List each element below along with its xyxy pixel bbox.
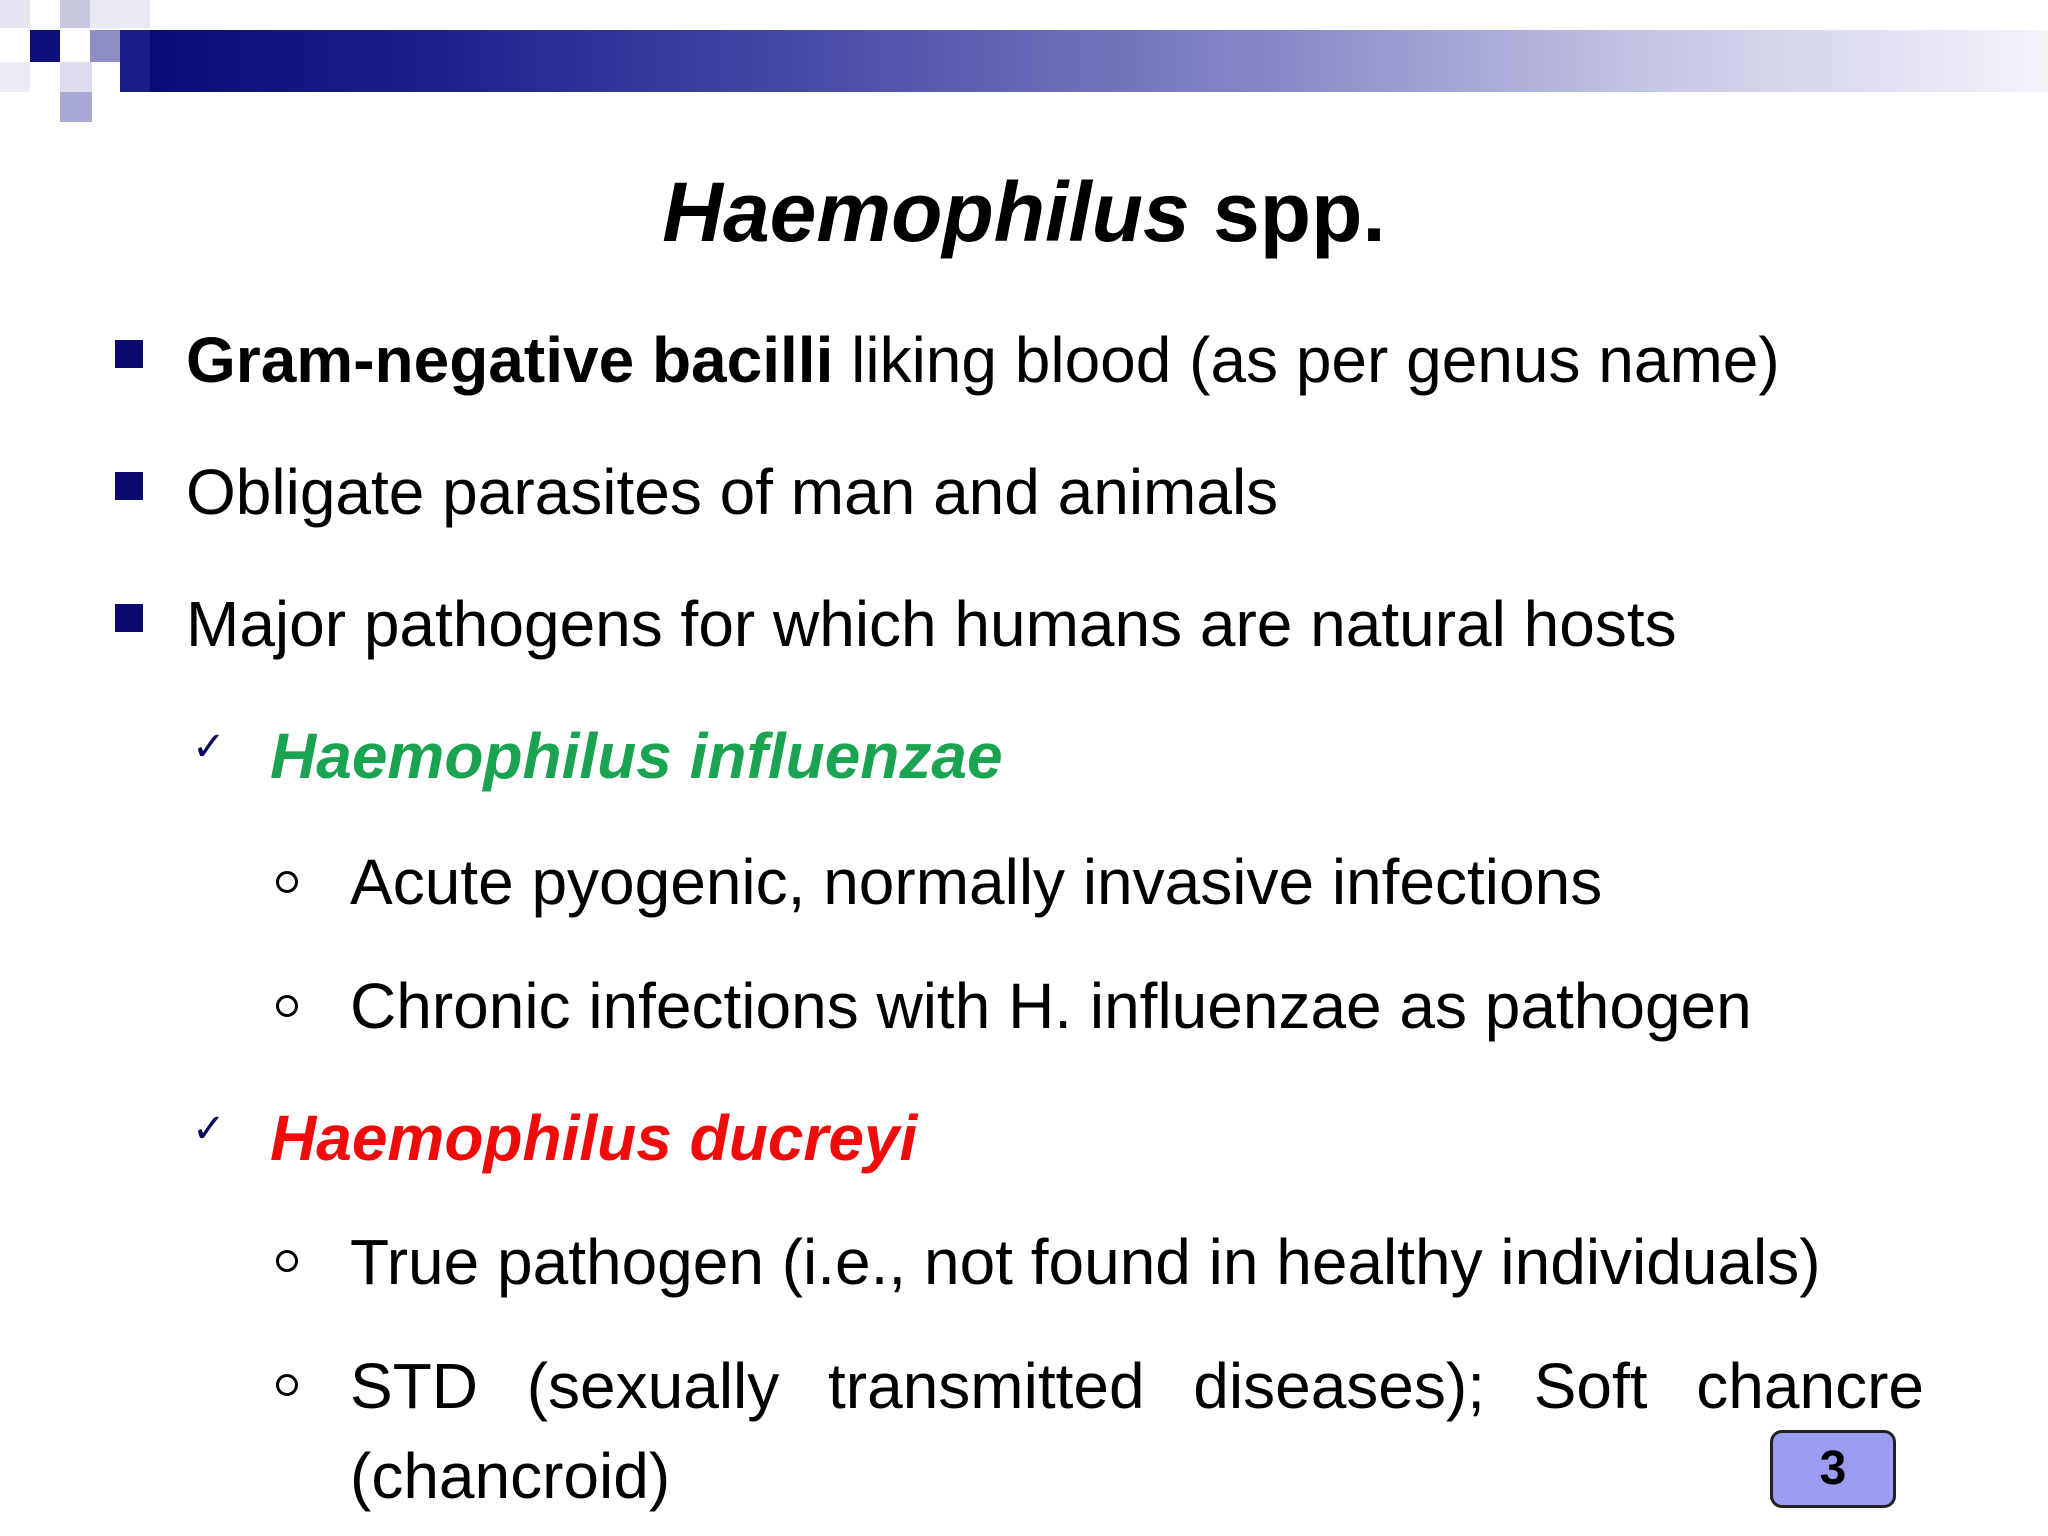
header-decor-square — [0, 62, 30, 92]
circle-bullet-icon — [276, 871, 298, 893]
circle-bullet-icon — [276, 1374, 298, 1396]
square-bullet-icon — [115, 340, 143, 368]
header-decor-square — [60, 62, 92, 92]
species-influenzae: Haemophilus influenzae — [270, 720, 1003, 792]
influenzae-point-chronic: Chronic infections with H. influenzae as pathogen — [350, 970, 1752, 1042]
std-word: STD — [350, 1350, 478, 1422]
header-decor-square — [30, 30, 60, 62]
slide-title-genus: Haemophilus — [662, 165, 1190, 259]
checkmark-icon: ✓ — [192, 1106, 226, 1152]
header-decor-square — [60, 92, 92, 122]
bullet-text: liking blood (as per genus name) — [833, 324, 1780, 396]
std-word: (sexually — [526, 1350, 780, 1422]
ducreyi-point-true-pathogen: True pathogen (i.e., not found in healthy individuals) — [350, 1226, 1821, 1298]
square-bullet-icon — [115, 472, 143, 500]
slide-title — [0, 162, 2048, 262]
page-number-badge: 3 — [1770, 1430, 1896, 1508]
influenzae-point-acute: Acute pyogenic, normally invasive infections — [350, 846, 1603, 918]
slide-title-suffix: spp. — [1189, 165, 1386, 259]
ducreyi-point-std — [350, 1348, 1924, 1424]
header-gradient-bar — [150, 30, 2048, 92]
square-bullet-icon — [115, 604, 143, 632]
bullet-gram-negative — [186, 322, 1780, 398]
std-word: Soft — [1533, 1350, 1648, 1422]
std-word: transmitted — [828, 1350, 1145, 1422]
header-decor-square — [0, 0, 30, 28]
species-ducreyi: Haemophilus ducreyi — [270, 1102, 918, 1174]
std-word: chancre — [1696, 1350, 1924, 1422]
header-decor-square — [90, 0, 150, 28]
circle-bullet-icon — [276, 995, 298, 1017]
checkmark-icon: ✓ — [192, 724, 226, 770]
bullet-obligate-parasites: Obligate parasites of man and animals — [186, 456, 1279, 528]
bullet-bold-text: Gram-negative bacilli — [186, 324, 834, 396]
ducreyi-point-std-continuation: (chancroid) — [350, 1440, 671, 1512]
header-decor-square — [120, 30, 150, 92]
std-word: diseases); — [1193, 1350, 1485, 1422]
circle-bullet-icon — [276, 1250, 298, 1272]
header-decor-square — [60, 0, 90, 28]
bullet-major-pathogens: Major pathogens for which humans are natural hosts — [186, 588, 1677, 660]
